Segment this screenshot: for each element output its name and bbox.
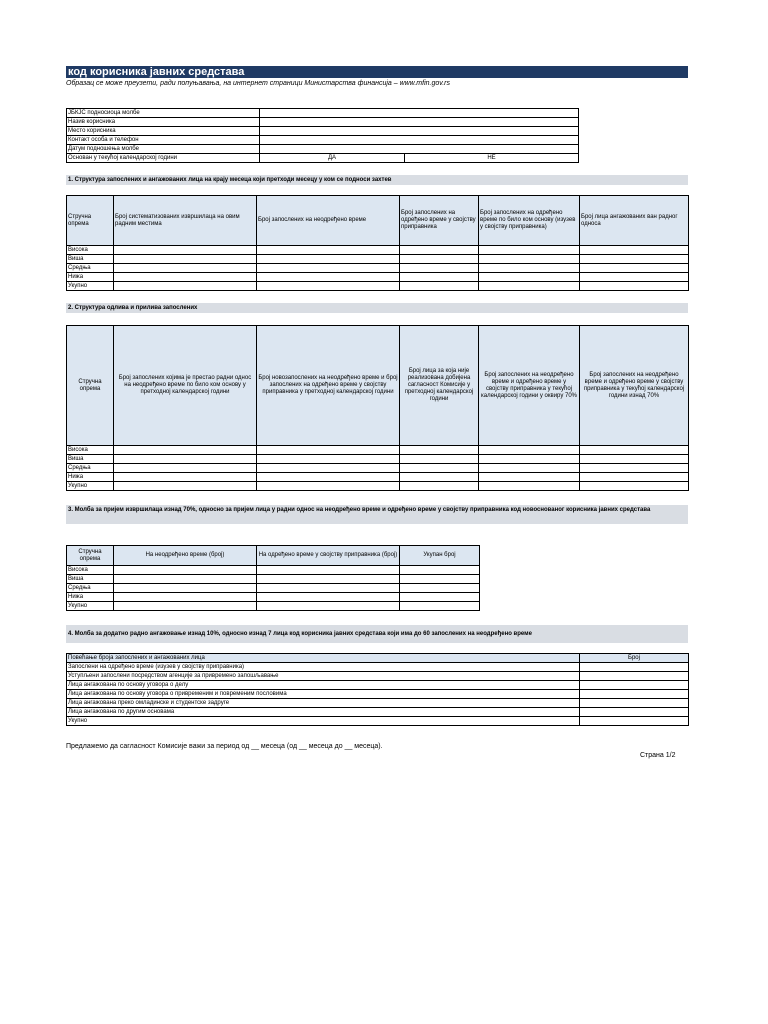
cell[interactable] [580, 717, 689, 726]
column-header: Број запослених на неодређено време [257, 196, 400, 246]
cell[interactable] [580, 446, 689, 455]
page-number: Страна 1/2 [640, 752, 676, 759]
table-row [67, 446, 689, 455]
table-row [67, 717, 689, 726]
info-label: Основан у текућој календарској години [67, 154, 260, 163]
cell[interactable] [580, 455, 689, 464]
page-title: код корисника јавних средстава [66, 66, 688, 78]
cell[interactable] [114, 255, 257, 264]
cell[interactable] [580, 681, 689, 690]
cell[interactable] [479, 264, 580, 273]
table-row [67, 264, 689, 273]
table-row [67, 672, 689, 681]
subtitle: Образац се може преузети, ради попуњавања, на интернет страници Министарства финансија – www.mfin.gov.rs [66, 80, 451, 87]
cell[interactable] [257, 593, 400, 602]
cell[interactable] [114, 593, 257, 602]
cell[interactable] [257, 575, 400, 584]
info-value-cell[interactable] [260, 109, 579, 118]
section4-title: 4. Молба за додатно радно ангажовање изнад 10%, односно изнад 7 лица код корисника јавних средстава који има до 60 запослених на неодређено време [66, 625, 688, 643]
cell[interactable] [400, 575, 480, 584]
cell[interactable] [580, 473, 689, 482]
cell[interactable] [400, 473, 479, 482]
info-value-cell[interactable] [260, 127, 579, 136]
cell[interactable] [114, 482, 257, 491]
table-row [67, 602, 480, 611]
column-header: Број запослених којима је престао радни однос на неодређено време по било ком основу у претходној календарској години [114, 326, 257, 446]
table-row [67, 246, 689, 255]
cell[interactable] [479, 246, 580, 255]
column-header: Стручна опрема [67, 196, 114, 246]
yes-option[interactable]: ДА [260, 154, 405, 163]
cell[interactable] [114, 264, 257, 273]
column-header: Број запослених на одређено време по било ком основу (изузев у својству приправника) [479, 196, 580, 246]
cell[interactable] [479, 282, 580, 291]
validity-period-text: Предлажемо да сагласност Комисије важи за период од __ месеца (од __ месеца до __ месеца). [66, 743, 383, 750]
cell[interactable] [257, 264, 400, 273]
info-value-cell[interactable] [260, 145, 579, 154]
cell[interactable] [114, 464, 257, 473]
cell[interactable] [479, 455, 580, 464]
table-row [67, 566, 480, 575]
column-header: Број запослених на одређено време у својству приправника [400, 196, 479, 246]
cell[interactable] [400, 464, 479, 473]
table-row [67, 708, 689, 717]
cell[interactable] [114, 246, 257, 255]
row-label: Средња [67, 464, 114, 473]
section1-table [66, 195, 689, 291]
cell[interactable] [400, 273, 479, 282]
row-label: Нижа [67, 273, 114, 282]
table-row [67, 455, 689, 464]
cell[interactable] [257, 584, 400, 593]
table-row [67, 663, 689, 672]
cell[interactable] [479, 273, 580, 282]
cell[interactable] [400, 282, 479, 291]
column-header: Број запослених на неодређено време и одређено време у својству приправника у текућој календарској години у оквиру 70% [479, 326, 580, 446]
cell[interactable] [114, 282, 257, 291]
cell[interactable] [580, 246, 689, 255]
table-row [67, 473, 689, 482]
cell[interactable] [580, 699, 689, 708]
row-label: Виша [67, 455, 114, 464]
cell[interactable] [114, 455, 257, 464]
column-header: Број [580, 654, 689, 663]
cell[interactable] [400, 602, 480, 611]
column-header: Укупан број [400, 546, 480, 566]
cell[interactable] [580, 708, 689, 717]
column-header: Стручна опрема [67, 546, 114, 566]
row-label: Укупно [67, 482, 114, 491]
cell[interactable] [257, 246, 400, 255]
table-row [67, 681, 689, 690]
cell[interactable] [114, 584, 257, 593]
column-header: Стручна опрема [67, 326, 114, 446]
cell[interactable] [257, 255, 400, 264]
cell[interactable] [400, 566, 480, 575]
cell[interactable] [400, 255, 479, 264]
cell[interactable] [479, 473, 580, 482]
cell[interactable] [580, 690, 689, 699]
column-header: Број лица ангажованих ван радног односа [580, 196, 689, 246]
section2-table [66, 325, 689, 491]
table-row [67, 273, 689, 282]
cell[interactable] [400, 593, 480, 602]
cell[interactable] [114, 446, 257, 455]
row-label: Лица ангажована по другим основама [67, 708, 580, 717]
info-label: Назив корисника [67, 118, 260, 127]
table-row [67, 690, 689, 699]
cell[interactable] [114, 575, 257, 584]
cell[interactable] [257, 455, 400, 464]
cell[interactable] [400, 246, 479, 255]
table-row [67, 699, 689, 708]
section4-table [66, 653, 689, 726]
cell[interactable] [580, 663, 689, 672]
info-label: Контакт особа и телефон [67, 136, 260, 145]
cell[interactable] [114, 602, 257, 611]
row-label: Средња [67, 584, 114, 593]
cell[interactable] [580, 273, 689, 282]
table-row [67, 593, 480, 602]
column-header: На одређено време у својству приправника (број) [257, 546, 400, 566]
row-label: Лица ангажована по основу уговора о привременим и повременим пословима [67, 690, 580, 699]
cell[interactable] [580, 482, 689, 491]
row-label: Нижа [67, 593, 114, 602]
cell[interactable] [114, 566, 257, 575]
section2-title: 2. Структура одлива и прилива запослених [66, 303, 688, 313]
cell[interactable] [257, 482, 400, 491]
cell[interactable] [479, 446, 580, 455]
cell[interactable] [580, 255, 689, 264]
cell[interactable] [257, 446, 400, 455]
row-label: Виша [67, 575, 114, 584]
row-label: Лица ангажована преко омладинске и студентске задруге [67, 699, 580, 708]
row-label: Укупно [67, 602, 114, 611]
section1-title: 1. Структура запослених и ангажованих лица на крају месеца који претходи месецу у ком се подноси захтев [66, 175, 688, 185]
column-header: На неодређено време (број) [114, 546, 257, 566]
column-header: Број систематизованих извршилаца на овим радним местима [114, 196, 257, 246]
row-label: Виша [67, 255, 114, 264]
row-label: Лица ангажована по основу уговора о делу [67, 681, 580, 690]
section3-title: 3. Молба за пријем извршилаца изнад 70%, односно за пријем лица у радни однос на неодређено време и одређено време у својству приправника код новоснованог корисника јавних средстава [66, 505, 688, 524]
cell[interactable] [400, 584, 480, 593]
table-row [67, 282, 689, 291]
row-label: Уступљени запослени посредством агенције за привремено запошљавање [67, 672, 580, 681]
row-label: Нижа [67, 473, 114, 482]
table-row [67, 464, 689, 473]
cell[interactable] [257, 464, 400, 473]
info-value-cell[interactable] [260, 118, 579, 127]
row-label: Укупно [67, 282, 114, 291]
cell[interactable] [580, 464, 689, 473]
info-label: ЈБКЈС подносиоца молбе [67, 109, 260, 118]
cell[interactable] [479, 464, 580, 473]
cell[interactable] [114, 273, 257, 282]
cell[interactable] [257, 273, 400, 282]
cell[interactable] [114, 473, 257, 482]
row-label: Висока [67, 566, 114, 575]
table-row [67, 575, 480, 584]
section3-table [66, 545, 480, 611]
cell[interactable] [479, 255, 580, 264]
column-header: Број запослених на неодређено време и одређено време у својству приправника у текућој календарској години изнад 70% [580, 326, 689, 446]
table-row [67, 482, 689, 491]
cell[interactable] [580, 282, 689, 291]
cell[interactable] [400, 264, 479, 273]
column-header: Број лица за која није реализована добијена сагласност Комисије у претходној календарској години [400, 326, 479, 446]
cell[interactable] [400, 455, 479, 464]
info-value-cell[interactable] [260, 136, 579, 145]
cell[interactable] [580, 672, 689, 681]
cell[interactable] [400, 446, 479, 455]
column-header: Повећање броја запослених и ангажованих лица [67, 654, 580, 663]
table-row [67, 584, 480, 593]
info-table [66, 108, 579, 163]
cell[interactable] [400, 482, 479, 491]
cell[interactable] [257, 473, 400, 482]
row-label: Укупно [67, 717, 580, 726]
row-label: Средња [67, 264, 114, 273]
row-label: Запослени на одређено време (изузев у својству приправника) [67, 663, 580, 672]
row-label: Висока [67, 446, 114, 455]
info-label: Место корисника [67, 127, 260, 136]
column-header: Број новозапослених на неодређено време и број запослених на одређено време у својству приправника у претходној календарској години [257, 326, 400, 446]
no-option[interactable]: НЕ [405, 154, 579, 163]
row-label: Висока [67, 246, 114, 255]
info-label: Датум подношења молбе [67, 145, 260, 154]
table-row [67, 255, 689, 264]
cell[interactable] [257, 602, 400, 611]
cell[interactable] [580, 264, 689, 273]
cell[interactable] [257, 282, 400, 291]
cell[interactable] [479, 482, 580, 491]
cell[interactable] [257, 566, 400, 575]
